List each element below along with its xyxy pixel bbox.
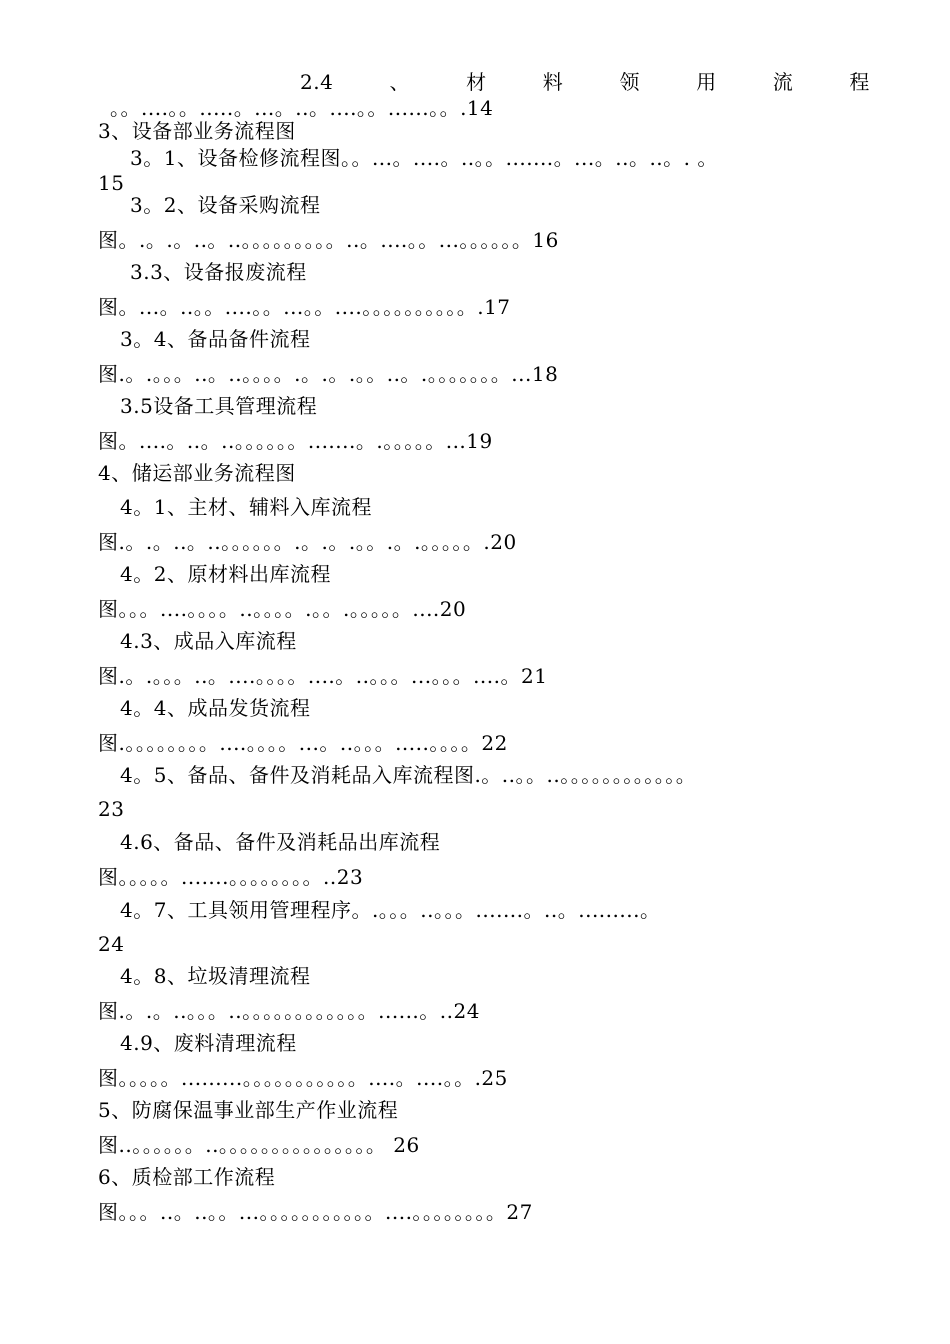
toc-leader-5[interactable]: 图..。。。。。。..。。。。。。。。。。。。。。。 26 bbox=[98, 1133, 420, 1157]
toc-2-4-part: 领 bbox=[619, 70, 640, 94]
toc-2-4-part: 用 bbox=[696, 70, 717, 94]
toc-leader-4-8[interactable]: 图.。.。..。。。..。。。。。。。。。。。。......。..24 bbox=[98, 999, 480, 1023]
toc-entry-4-1[interactable]: 4。1、主材、辅料入库流程 bbox=[120, 495, 372, 519]
toc-entry-4-4[interactable]: 4。4、成品发货流程 bbox=[120, 696, 311, 720]
toc-page-4-7: 24 bbox=[98, 932, 125, 956]
toc-line-2-4[interactable] bbox=[300, 69, 870, 95]
toc-leader-2-4[interactable]: 。。....。。.....。...。..。....。。......。。.14 bbox=[110, 96, 494, 120]
toc-page-3-1: 15 bbox=[98, 171, 125, 195]
toc-entry-4-2[interactable]: 4。2、原材料出库流程 bbox=[120, 562, 331, 586]
toc-section-4[interactable]: 4、储运部业务流程图 bbox=[98, 461, 296, 485]
toc-section-5[interactable]: 5、防腐保温事业部生产作业流程 bbox=[98, 1098, 399, 1122]
toc-2-4-part: 程 bbox=[849, 70, 870, 94]
toc-entry-3-1[interactable]: 3。1、设备检修流程图。。...。....。..。。.......。...。..。..。. 。 bbox=[130, 146, 718, 170]
toc-leader-4-6[interactable]: 图。。。。。.......。。。。。。。。..23 bbox=[98, 865, 364, 889]
toc-section-6[interactable]: 6、质检部工作流程 bbox=[98, 1165, 276, 1189]
toc-2-4-part: 、 bbox=[389, 70, 410, 94]
toc-leader-4-2[interactable]: 图。。。....。。。。..。。。。.。。.。。。。。....20 bbox=[98, 597, 467, 621]
toc-leader-4-9[interactable]: 图。。。。。.........。。。。。。。。。。。....。....。。.25 bbox=[98, 1066, 508, 1090]
toc-entry-3-2[interactable]: 3。2、设备采购流程 bbox=[130, 193, 321, 217]
toc-leader-3-5[interactable]: 图。....。..。..。。。。。。.......。.。。。。。...19 bbox=[98, 429, 493, 453]
toc-entry-4-9[interactable]: 4.9、废料清理流程 bbox=[120, 1031, 297, 1055]
toc-entry-4-7[interactable]: 4。7、工具领用管理程序。.。。。..。。。.......。..。.........。 bbox=[120, 898, 661, 922]
toc-2-4-part: 流 bbox=[772, 70, 794, 94]
toc-page-4-5: 23 bbox=[98, 797, 125, 821]
toc-entry-3-4[interactable]: 3。4、备品备件流程 bbox=[120, 327, 311, 351]
toc-leader-3-4[interactable]: 图.。.。。。..。..。。。。.。.。.。。..。.。。。。。。。...18 bbox=[98, 362, 559, 386]
toc-leader-6[interactable]: 图。。。..。..。。...。。。。。。。。。。。....。。。。。。。。27 bbox=[98, 1200, 533, 1224]
toc-entry-4-5[interactable]: 4。5、备品、备件及消耗品入库流程图.。..。。..。。。。。。。。。。。。 bbox=[120, 763, 697, 787]
toc-entry-4-6[interactable]: 4.6、备品、备件及消耗品出库流程 bbox=[120, 830, 441, 854]
toc-leader-4-3[interactable]: 图.。.。。。..。....。。。。....。..。。。...。。。....。21 bbox=[98, 664, 548, 688]
toc-entry-4-3[interactable]: 4.3、成品入库流程 bbox=[120, 629, 297, 653]
toc-leader-4-4[interactable]: 图.。。。。。。。。....。。。。...。..。。。.....。。。。22 bbox=[98, 731, 508, 755]
toc-entry-3-3[interactable]: 3.3、设备报废流程 bbox=[130, 260, 307, 284]
toc-2-4-part: 材 bbox=[466, 70, 487, 94]
toc-2-4-part: 2.4 bbox=[300, 70, 334, 94]
toc-entry-4-8[interactable]: 4。8、垃圾清理流程 bbox=[120, 964, 311, 988]
toc-leader-4-1[interactable]: 图.。.。..。..。。。。。。.。.。.。。.。.。。。。。.20 bbox=[98, 530, 517, 554]
toc-entry-3-5[interactable]: 3.5设备工具管理流程 bbox=[120, 394, 318, 418]
toc-leader-3-3[interactable]: 图。...。..。。....。。...。。....。。。。。。。。。。.17 bbox=[98, 295, 511, 319]
toc-leader-3-2[interactable]: 图。.。.。..。..。。。。。。。。。..。....。。...。。。。。。16 bbox=[98, 228, 559, 252]
toc-section-3[interactable]: 3、设备部业务流程图 bbox=[98, 119, 296, 143]
toc-2-4-part: 料 bbox=[542, 70, 564, 94]
